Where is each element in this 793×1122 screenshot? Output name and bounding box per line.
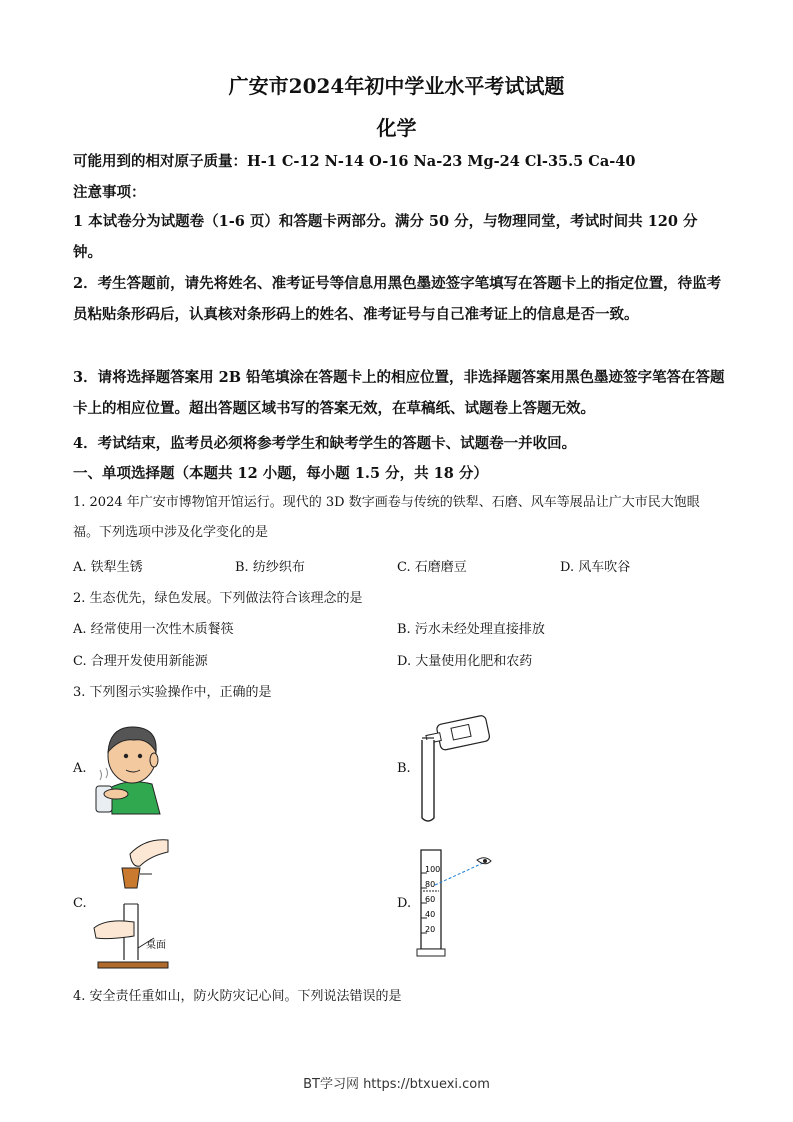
- q3-option-d-label: D.: [397, 896, 412, 911]
- notice-3: 3．请将选择题答案用 2B 铅笔填涂在答题卡上的相应位置，非选择题答案用黑色墨迹签字笔答在答题卡上的相应位置。超出答题区域书写的答案无效，在草稿纸、试题卷上答题无效。: [73, 369, 725, 417]
- cylinder-tick-label: 20: [425, 925, 436, 934]
- q3-option-c-label: C.: [73, 896, 87, 911]
- notice-heading: 注意事项：: [73, 184, 146, 201]
- subject-title: 化学: [376, 116, 417, 140]
- q3-option-a-label: A.: [73, 761, 87, 776]
- q1-option-c: C. 石磨磨豆: [397, 560, 467, 575]
- smelling-child-figure: [90, 718, 170, 818]
- q3-stem: 3. 下列图示实验操作中，正确的是: [73, 685, 272, 700]
- q1-option-a: A. 铁犁生锈: [73, 560, 143, 575]
- q1-stem: 1. 2024 年广安市博物馆开馆运行。现代的 3D 数字画卷与传统的铁犁、石磨、风车等展品让广大市民大饱眼福。下列选项中涉及化学变化的是: [73, 495, 700, 540]
- pouring-test-tube-figure: [412, 710, 492, 825]
- exam-title: 广安市2024年初中学业水平考试试题: [228, 74, 565, 98]
- q2-option-b: B. 污水未经处理直接排放: [397, 622, 545, 637]
- stopper-test-tube-figure: [90, 832, 180, 974]
- q4-stem: 4. 安全责任重如山，防火防灾记心间。下列说法错误的是: [73, 989, 402, 1004]
- cylinder-tick-label: 60: [425, 895, 436, 904]
- notice-1: 1 本试卷分为试题卷（1-6 页）和答题卡两部分。满分 50 分，与物理同堂，考试时间共 120 分钟。: [73, 213, 698, 261]
- cylinder-tick-label: 100: [425, 865, 441, 874]
- q2-stem: 2. 生态优先，绿色发展。下列做法符合该理念的是: [73, 591, 363, 606]
- q2-option-c: C. 合理开发使用新能源: [73, 654, 208, 669]
- notice-4: 4．考试结束，监考员必须将参考学生和缺考学生的答题卡、试题卷一并收回。: [73, 435, 577, 452]
- q1-option-b: B. 纺纱织布: [235, 560, 305, 575]
- q2-option-a: A. 经常使用一次性木质餐筷: [73, 622, 234, 637]
- q2-option-d: D. 大量使用化肥和农药: [397, 654, 533, 669]
- notice-2: 2．考生答题前，请先将姓名、准考证号等信息用黑色墨迹签字笔填写在答题卡上的指定位置，待监考员粘贴条形码后，认真核对条形码上的姓名、准考证号与自己准考证上的信息是否一致。: [73, 275, 722, 323]
- section1-heading: 一、单项选择题（本题共 12 小题，每小题 1.5 分，共 18 分）: [73, 465, 488, 482]
- q3-option-b-label: B.: [397, 761, 411, 776]
- footer-watermark: BT学习网 https://btxuexi.com: [303, 1077, 490, 1092]
- cylinder-tick-label: 80: [425, 880, 436, 889]
- cylinder-tick-label: 40: [425, 910, 436, 919]
- q1-option-d: D. 风车吹谷: [560, 560, 631, 575]
- atomic-mass-line: 可能用到的相对原子质量：H-1 C-12 N-14 O-16 Na-23 Mg-24 Cl-35.5 Ca-40: [73, 153, 636, 170]
- graduated-cylinder-figure: [413, 845, 498, 960]
- fig-c-desk-label: 桌面: [146, 940, 166, 951]
